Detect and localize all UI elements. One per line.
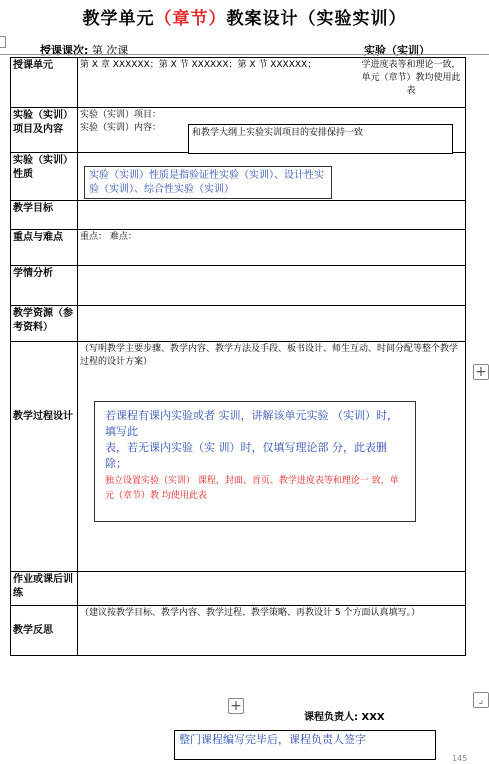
reflection-text: （建议按教学目标、教学内容、教学过程、教学策略、再教设计 5 个方面认真填写。） bbox=[80, 608, 420, 618]
table-row bbox=[11, 201, 466, 230]
title-chapter-text: （章节） bbox=[154, 9, 227, 29]
process-note-line-2: 表，若无课内实验（实 训）时，仅填写理论部 分，此表删除； bbox=[105, 441, 387, 470]
table-edge-icon bbox=[0, 36, 6, 48]
lesson-label: 授课课次: bbox=[40, 44, 89, 57]
page-number: 145 bbox=[452, 754, 468, 763]
add-column-icon[interactable]: + bbox=[473, 364, 489, 380]
key-points-cell[interactable] bbox=[78, 230, 466, 266]
process-note-red: 独立设置实验（实训） 课程，封面、首页、教学进度表等和理论一 致，单元（章节）教 均使用此表 bbox=[105, 476, 399, 501]
content-textbox[interactable]: 和教学大纲上实验实训项目的安排保持一致 bbox=[188, 124, 453, 154]
unit-cell[interactable] bbox=[78, 58, 466, 108]
resources-label: 教学资源（参考资料） bbox=[11, 306, 78, 342]
analysis-label: 学情分析 bbox=[11, 266, 78, 306]
key-points-text: 重点： 难点： bbox=[80, 232, 137, 242]
nature-textbox[interactable]: 实验（实训）性质是指验证性实验（实训）、设计性实验（实训）、综合性实验（实训） bbox=[84, 166, 332, 199]
process-text: （写明教学主要步骤、教学内容、教学方法及手段、板书设计、师生互动、时间分配等整个教学过程的设计方案） bbox=[80, 344, 459, 367]
resources-cell[interactable] bbox=[78, 306, 466, 342]
content-project: 实验（实训）项目： bbox=[80, 110, 162, 120]
header-divider bbox=[0, 54, 489, 55]
lesson-number bbox=[40, 42, 128, 58]
process-note-line-1: 若课程有课内实验或者 实训，讲解该单元实验 （实训）时，填写此 bbox=[105, 409, 398, 438]
resize-handle-icon[interactable]: ⌟ bbox=[473, 692, 489, 708]
signature-note-textbox[interactable]: 整门课程编写完毕后，课程负责人签字 bbox=[174, 730, 436, 760]
unit-note: 学进度表等和理论一致，单元（章节）教均使用此表 bbox=[361, 60, 461, 96]
goal-cell[interactable] bbox=[78, 201, 466, 230]
table-row bbox=[11, 58, 466, 108]
goal-label: 教学目标 bbox=[11, 201, 78, 230]
course-principal: 课程负责人: XXX bbox=[304, 712, 385, 723]
homework-label: 作业或课后训练 bbox=[11, 572, 78, 606]
table-row bbox=[11, 606, 466, 656]
process-label: 教学过程设计 bbox=[11, 342, 78, 572]
reflection-label: 教学反思 bbox=[11, 606, 78, 656]
title-suffix-text: 教案设计（实验实训） bbox=[226, 9, 407, 29]
reflection-cell[interactable] bbox=[78, 606, 466, 656]
add-row-icon[interactable]: + bbox=[228, 698, 244, 714]
nature-label: 实验（实训）性质 bbox=[11, 153, 78, 201]
table-row bbox=[11, 572, 466, 606]
table-row bbox=[11, 230, 466, 266]
content-label: 实验（实训）项目及内容 bbox=[11, 108, 78, 153]
homework-cell[interactable] bbox=[78, 572, 466, 606]
unit-label: 授课单元 bbox=[11, 58, 78, 108]
title-text: 教学单元 bbox=[82, 9, 155, 29]
table-row bbox=[11, 306, 466, 342]
process-note-textbox[interactable] bbox=[94, 401, 416, 522]
lesson-value: 第 次课 bbox=[91, 44, 129, 57]
key-points-label: 重点与难点 bbox=[11, 230, 78, 266]
table-row bbox=[11, 266, 466, 306]
content-detail: 实验（实训）内容： bbox=[80, 123, 162, 133]
unit-text: 第 X 章 XXXXXX；第 X 节 XXXXXX；第 X 节 XXXXXX； bbox=[80, 60, 317, 70]
page-title bbox=[0, 4, 489, 29]
analysis-cell[interactable] bbox=[78, 266, 466, 306]
lesson-type: 实验（实训） bbox=[364, 44, 430, 57]
